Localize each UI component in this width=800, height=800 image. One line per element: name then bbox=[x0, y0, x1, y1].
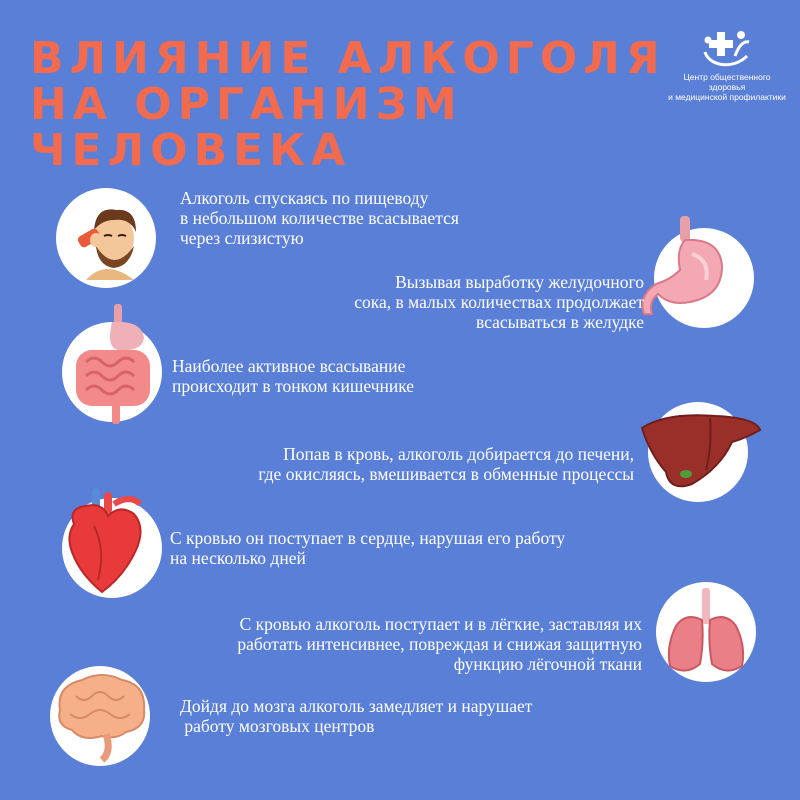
item-text bbox=[170, 528, 565, 568]
liver-icon bbox=[636, 408, 766, 498]
item-text-line: в небольшом количестве всасывается bbox=[180, 208, 459, 228]
item-text-line: функцию лёгочной ткани bbox=[453, 654, 642, 674]
item-text-line: на несколько дней bbox=[170, 548, 306, 568]
drinking-man-circle bbox=[56, 188, 156, 288]
item-text bbox=[172, 356, 414, 396]
title-line: ВЛИЯНИЕ АЛКОГОЛЯ bbox=[30, 33, 666, 84]
item-text-line: Вызывая выработку желудочного bbox=[395, 272, 644, 292]
item-text-line: Наиболее активное всасывание bbox=[172, 356, 406, 376]
heart-icon bbox=[54, 484, 154, 604]
logo-text-line: Центр общественного здоровья bbox=[683, 72, 771, 92]
item-text-line: Попав в кровь, алкоголь добирается до печени, bbox=[283, 444, 634, 464]
intestine-icon bbox=[62, 300, 162, 430]
drinking-man-icon bbox=[56, 188, 156, 288]
item-text-line: сока, в малых количествах продолжает bbox=[354, 292, 644, 312]
title-line: НА ОРГАНИЗМ bbox=[30, 79, 463, 130]
lungs-circle bbox=[656, 582, 756, 682]
brain-circle bbox=[50, 666, 150, 766]
stomach-circle bbox=[654, 228, 754, 328]
title-line: ЧЕЛОВЕКА bbox=[30, 125, 352, 176]
liver-circle bbox=[648, 402, 748, 502]
item-text bbox=[180, 188, 459, 248]
item-text-line: через слизистую bbox=[180, 228, 304, 248]
item-text bbox=[354, 272, 644, 332]
item-text-line: работать интенсивнее, повреждая и снижая защитную bbox=[237, 634, 642, 654]
heart-circle bbox=[62, 498, 162, 598]
page-title bbox=[30, 33, 666, 176]
item-text-line: С кровью он поступает в сердце, нарушая его работу bbox=[170, 528, 566, 548]
item-text-line: всасываться в желудке bbox=[476, 312, 644, 332]
item-text bbox=[237, 614, 642, 674]
organization-logo bbox=[668, 26, 786, 102]
item-text-line: Дойдя до мозга алкоголь замедляет и нарушает bbox=[180, 696, 533, 716]
item-text-line: происходит в тонком кишечнике bbox=[172, 376, 415, 396]
item-text bbox=[258, 444, 634, 484]
item-text-line: С кровью алкоголь поступает и в лёгкие, заставляя их bbox=[239, 614, 642, 634]
medical-cross-people-icon bbox=[699, 26, 755, 70]
item-text-line: работу мозговых центров bbox=[180, 716, 375, 736]
item-text bbox=[180, 696, 532, 736]
stomach-icon bbox=[630, 210, 740, 330]
logo-text-line: и медицинской профилактики bbox=[668, 92, 786, 102]
brain-icon bbox=[46, 666, 156, 766]
lungs-icon bbox=[656, 582, 756, 682]
item-text-line: где окисляясь, вмешивается в обменные процессы bbox=[258, 464, 634, 484]
item-text-line: Алкоголь спускаясь по пищеводу bbox=[180, 188, 429, 208]
intestine-circle bbox=[62, 322, 162, 422]
